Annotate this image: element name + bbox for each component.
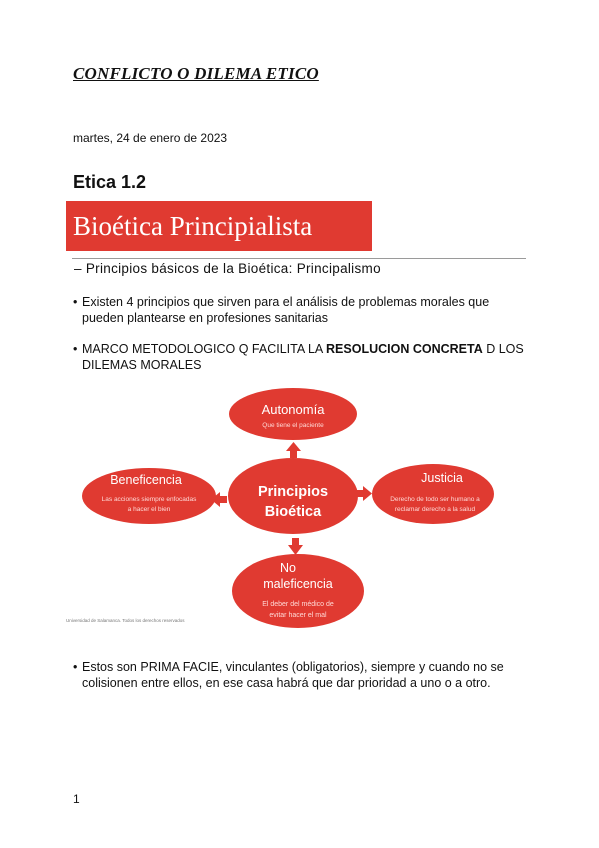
bullet-dot: • bbox=[73, 660, 78, 674]
bullet-text-part: D LOS DILEMAS MORALES bbox=[82, 342, 524, 372]
arrow-right-icon bbox=[356, 486, 372, 501]
node-title: maleficencia bbox=[263, 577, 333, 591]
node-caption: El deber del médico de bbox=[262, 601, 334, 608]
page-number: 1 bbox=[73, 792, 80, 806]
bullet-item bbox=[73, 294, 533, 326]
node-no-maleficencia bbox=[232, 554, 364, 628]
node-title: Autonomía bbox=[261, 402, 325, 417]
bullet-dot: • bbox=[73, 342, 78, 356]
node-justicia bbox=[372, 464, 494, 524]
bullet-text-part: MARCO METODOLOGICO Q FACILITA LA bbox=[82, 342, 327, 356]
arrow-up-icon bbox=[286, 442, 301, 458]
bullet-item bbox=[73, 341, 533, 373]
node-title: No bbox=[280, 561, 296, 575]
document-title: CONFLICTO O DILEMA ETICO bbox=[73, 64, 319, 83]
node-beneficencia bbox=[82, 468, 216, 524]
node-caption: Que tiene el paciente bbox=[262, 422, 324, 429]
node-autonomia bbox=[229, 388, 357, 440]
bullet-text: Estos son PRIMA FACIE, vinculantes (obligatorios), siempre y cuando no se colisionen entre ellos, en ese casa habrá que dar prioridad a uno o a otro. bbox=[82, 660, 504, 690]
bullet-item bbox=[73, 659, 533, 691]
bullet-text bbox=[73, 341, 533, 373]
bullet-text-bold: RESOLUCION CONCRETA bbox=[326, 342, 483, 356]
center-title: Principios bbox=[257, 484, 329, 500]
node-caption: Las acciones siempre enfocadas bbox=[101, 496, 197, 503]
arrow-down-icon bbox=[288, 538, 303, 555]
node-caption: Derecho de todo ser humano a bbox=[390, 496, 480, 503]
bullet-dot: • bbox=[73, 295, 78, 309]
center-subtitle: Bioética bbox=[264, 504, 322, 520]
node-center bbox=[228, 458, 358, 534]
bullet-text: Existen 4 principios que sirven para el análisis de problemas morales que pueden plantearse en profesiones sanitarias bbox=[82, 295, 490, 325]
node-caption: reclamar derecho a la salud bbox=[394, 506, 476, 513]
subheading: – Principios básicos de la Bioética: Principalismo bbox=[74, 261, 381, 276]
divider-line bbox=[72, 258, 526, 259]
principles-diagram bbox=[66, 385, 536, 630]
node-caption: a hacer el bien bbox=[127, 506, 171, 513]
title-banner bbox=[66, 201, 372, 251]
section-heading: Etica 1.2 bbox=[73, 172, 147, 192]
note-date: martes, 24 de enero de 2023 bbox=[73, 131, 228, 145]
banner-text: Bioética Principialista bbox=[73, 210, 313, 241]
node-title: Beneficencia bbox=[110, 473, 182, 487]
node-caption: evitar hacer el mal bbox=[269, 612, 327, 619]
image-credit: Universidad de Salamanca. Todos los derechos reservados bbox=[66, 618, 185, 623]
node-title: Justicia bbox=[421, 471, 463, 485]
